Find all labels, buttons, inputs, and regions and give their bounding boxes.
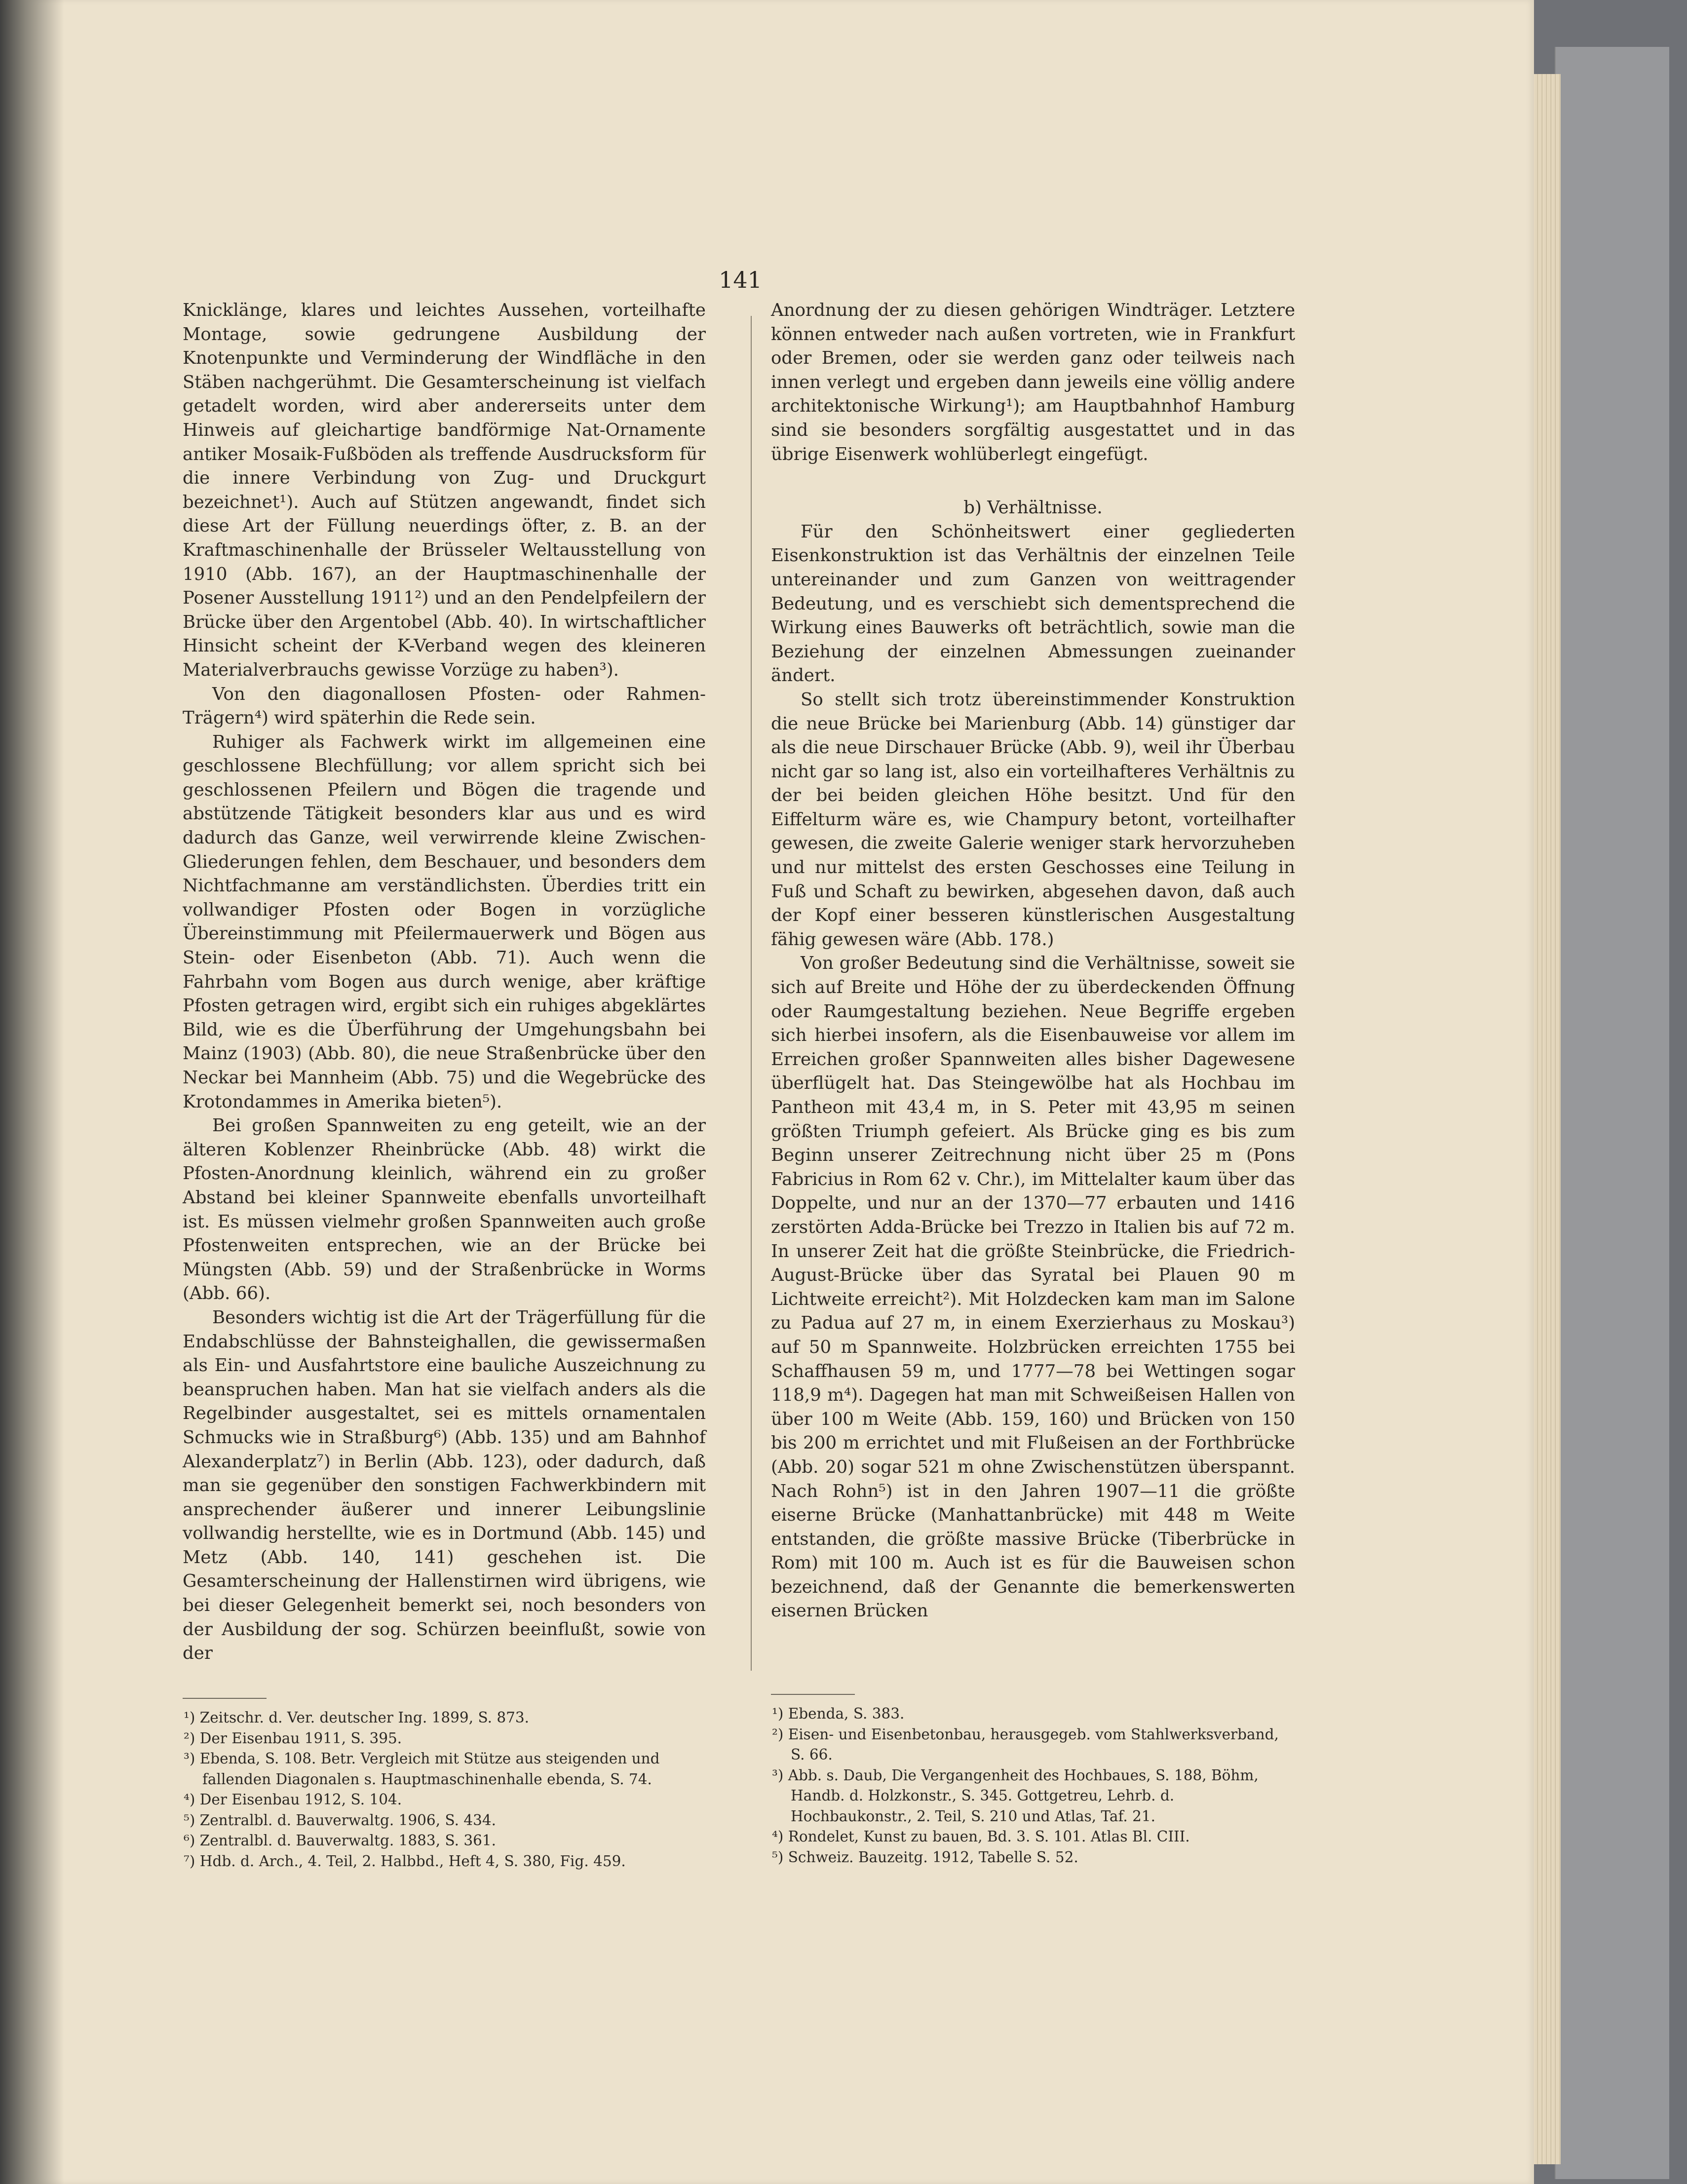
footnote: ⁵) Schweiz. Bauzeitg. 1912, Tabelle S. 52. [772, 1848, 1078, 1866]
footnote-rule [183, 1698, 267, 1699]
paragraph: Besonders wichtig ist die Art der Trägerfüllung für die Endabschlüsse der Bahnsteighallen, die gewissermaßen als Ein- und Ausfahrtstore eine bauliche Auszeichnung zu beanspruchen haben. Man hat sie vielfach anders als die Regelbinder ausgestaltet, sei es mittels ornamentalen Schmucks wie in Straßburg⁶) (Abb. 135) und am Bahnhof Alexanderplatz⁷) in Berlin (Abb. 123), oder dadurch, daß man sie gegenüber den sonstigen Fachwerkbindern mit ansprechender äußerer und innerer Leibungslinie vollwandig herstellte, wie es in Dortmund (Abb. 145) und Metz (Abb. 140, 141) geschehen ist. Die Gesamterscheinung der Hallenstirnen wird übrigens, wie bei dieser Gelegenheit bemerkt sei, noch besonders von der Ausbildung der sog. Schürzen beeinflußt, sowie von der [183, 1307, 706, 1664]
footnote: ⁵) Zentralbl. d. Bauverwaltg. 1906, S. 434. [184, 1811, 497, 1829]
footnote: ⁴) Der Eisenbau 1912, S. 104. [184, 1791, 402, 1808]
footnote: ³) Abb. s. Daub, Die Vergangenheit des Hochbaues, S. 188, Böhm, Handb. d. Holzkonstr., S. 345. Gottgetreu, Lehrb. d. Hochbaukonstr., 2. Teil, S. 210 und Atlas, Taf. 21. [772, 1766, 1259, 1825]
page-number: 141 [719, 267, 762, 293]
footnotes-left [183, 1698, 706, 1872]
column-divider [751, 316, 752, 1671]
right-column [771, 299, 1295, 1623]
spine-shadow [0, 0, 64, 2184]
footnote: ¹) Ebenda, S. 383. [772, 1705, 905, 1722]
footnotes-right [771, 1694, 1295, 1868]
book-cover-edge [1555, 47, 1669, 2179]
paragraph: Von den diagonallosen Pfosten- oder Rahmen-Trägern⁴) wird späterhin die Rede sein. [183, 684, 706, 728]
footnote: ¹) Zeitschr. d. Ver. deutscher Ing. 1899, S. 873. [184, 1709, 530, 1726]
footnote: ²) Eisen- und Eisenbetonbau, herausgegeb. vom Stahlwerksverband, S. 66. [772, 1725, 1279, 1763]
paragraph: Ruhiger als Fachwerk wirkt im allgemeinen eine geschlossene Blechfüllung; vor allem spricht sich bei geschlossenen Pfeilern und Bögen die tragende und abstützende Tätigkeit besonders klar aus und es wird dadurch das Ganze, weil verwirrende kleine Zwischen-Gliederungen fehlen, dem Beschauer, und besonders dem Nichtfachmanne am verständlichsten. Überdies tritt ein vollwandiger Pfosten oder Bogen in vorzügliche Übereinstimmung mit Pfeilermauerwerk und Bögen aus Stein- oder Eisenbeton (Abb. 71). Auch wenn die Fahrbahn vom Bogen aus durch wenige, aber kräftige Pfosten getragen wird, ergibt sich ein ruhiges abgeklärtes Bild, wie es die Überführung der Umgehungsbahn bei Mainz (1903) (Abb. 80), die neue Straßenbrücke über den Neckar bei Mannheim (Abb. 75) und die Wegebrücke des Krotondammes in Amerika bieten⁵). [183, 731, 706, 1112]
paragraph: Für den Schönheitswert einer gegliederten Eisenkonstruktion ist das Verhältnis der einzelnen Teile untereinander und zum Ganzen von weittragender Bedeutung, und es verschiebt sich dementsprechend die Wirkung eines Bauwerks oft beträchtlich, sowie man die Beziehung der einzelnen Abmessungen zueinander ändert. [771, 521, 1295, 686]
footnote: ²) Der Eisenbau 1911, S. 395. [184, 1729, 402, 1747]
footnote: ⁷) Hdb. d. Arch., 4. Teil, 2. Halbbd., Heft 4, S. 380, Fig. 459. [184, 1852, 626, 1870]
footnote-rule [771, 1694, 855, 1695]
page-edges [1530, 74, 1561, 2164]
paragraph: Bei großen Spannweiten zu eng geteilt, wie an der älteren Koblenzer Rheinbrücke (Abb. 48) wirkt die Pfosten-Anordnung kleinlich, während ein zu großer Abstand bei kleiner Spannweite ebenfalls unvorteilhaft ist. Es müssen vielmehr großen Spannweiten auch große Pfostenweiten entsprechen, wie an der Brücke bei Müngsten (Abb. 59) und der Straßenbrücke in Worms (Abb. 66). [183, 1115, 706, 1304]
footnote: ³) Ebenda, S. 108. Betr. Vergleich mit Stütze aus steigenden und fallenden Diagonalen s. Hauptmaschinenhalle ebenda, S. 74. [184, 1750, 660, 1788]
footnote: ⁶) Zentralbl. d. Bauverwaltg. 1883, S. 361. [184, 1832, 497, 1849]
left-column [183, 299, 706, 1666]
paragraph: So stellt sich trotz übereinstimmender Konstruktion die neue Brücke bei Marienburg (Abb. 14) günstiger dar als die neue Dirschauer Brücke (Abb. 9), weil ihr Überbau nicht gar so lang ist, also ein vorteilhafteres Verhältnis zu der bei beiden gleichen Höhe besitzt. Und für den Eiffelturm wäre es, wie Champury betont, vorteilhafter gewesen, die zweite Galerie weniger stark hervorzuheben und nur mittelst des ersten Geschosses eine Teilung in Fuß und Schaft zu bewirken, abgesehen davon, daß auch der Kopf einer besseren künstlerischen Ausgestaltung fähig gewesen wäre (Abb. 178.) [771, 689, 1295, 950]
section-heading: b) Verhältnisse. [963, 498, 1103, 518]
paragraph: Von großer Bedeutung sind die Verhältnisse, soweit sie sich auf Breite und Höhe der zu überdeckenden Öffnung oder Raumgestaltung beziehen. Neue Begriffe ergeben sich hierbei insofern, als die Eisenbauweise vor allem im Erreichen großer Spannweiten alles bisher Dagewesene überflügelt hat. Das Steingewölbe hat als Hochbau im Pantheon mit 43,4 m, in S. Peter mit 43,95 m seinen größten Triumph gefeiert. Als Brücke ging es bis zum Beginn unserer Zeitrechnung nicht über 25 m (Pons Fabricius in Rom 62 v. Chr.), im Mittelalter kaum über das Doppelte, und nur an der 1370—77 erbauten und 1416 zerstörten Adda-Brücke bei Trezzo in Italien bis auf 72 m. In unserer Zeit hat die größte Steinbrücke, die Friedrich-August-Brücke über das Syratal bei Plauen 90 m Lichtweite erreicht²). Mit Holzdecken kam man im Salone zu Padua auf 27 m, in einem Exerzierhaus zu Moskau³) auf 50 m Spannweite. Holzbrücken erreichten 1755 bei Schaffhausen 59 m, und 1777—78 bei Wettingen sogar 118,9 m⁴). Dagegen hat man mit Schweißeisen Hallen von über 100 m Weite (Abb. 159, 160) und Brücken von 150 bis 200 m errichtet und mit Flußeisen an der Forthbrücke (Abb. 20) sogar 521 m ohne Zwischenstützen überspannt. Nach Rohn⁵) ist in den Jahren 1907—11 die größte eiserne Brücke (Manhattanbrücke) mit 448 m Weite entstanden, die größte massive Brücke (Tiberbrücke in Rom) mit 100 m. Auch ist es für die Bauweisen schon bezeichnend, daß der Genannte die bemerkenswerten eisernen Brücken [771, 953, 1295, 1621]
paragraph: Knicklänge, klares und leichtes Aussehen, vorteilhafte Montage, sowie gedrungene Ausbildung der Knotenpunkte und Verminderung der Windfläche in den Stäben nachgerühmt. Die Gesamterscheinung ist vielfach getadelt worden, wird aber andererseits unter dem Hinweis auf gleichartige bandförmige Nat-Ornamente antiker Mosaik-Fußböden als treffende Ausdrucksform für die innere Verbindung von Zug- und Druckgurt bezeichnet¹). Auch auf Stützen angewandt, findet sich diese Art der Füllung neuerdings öfter, z. B. an der Kraftmaschinenhalle der Brüsseler Weltausstellung von 1910 (Abb. 167), an der Hauptmaschinenhalle der Posener Ausstellung 1911²) und an den Pendelpfeilern der Brücke über den Argentobel (Abb. 40). In wirtschaftlicher Hinsicht scheint der K-Verband wegen des kleineren Materialverbrauchs gewisse Vorzüge zu haben³). [183, 300, 706, 680]
paragraph: Anordnung der zu diesen gehörigen Windträger. Letztere können entweder nach außen vortreten, wie in Frankfurt oder Bremen, oder sie werden ganz oder teilweis nach innen verlegt und ergeben dann jeweils eine völlig andere architektonische Wirkung¹); am Hauptbahnhof Hamburg sind sie besonders sorgfältig ausgestattet und in das übrige Eisenwerk wohlüberlegt eingefügt. [771, 300, 1295, 464]
footnote: ⁴) Rondelet, Kunst zu bauen, Bd. 3. S. 101. Atlas Bl. CIII. [772, 1828, 1190, 1845]
